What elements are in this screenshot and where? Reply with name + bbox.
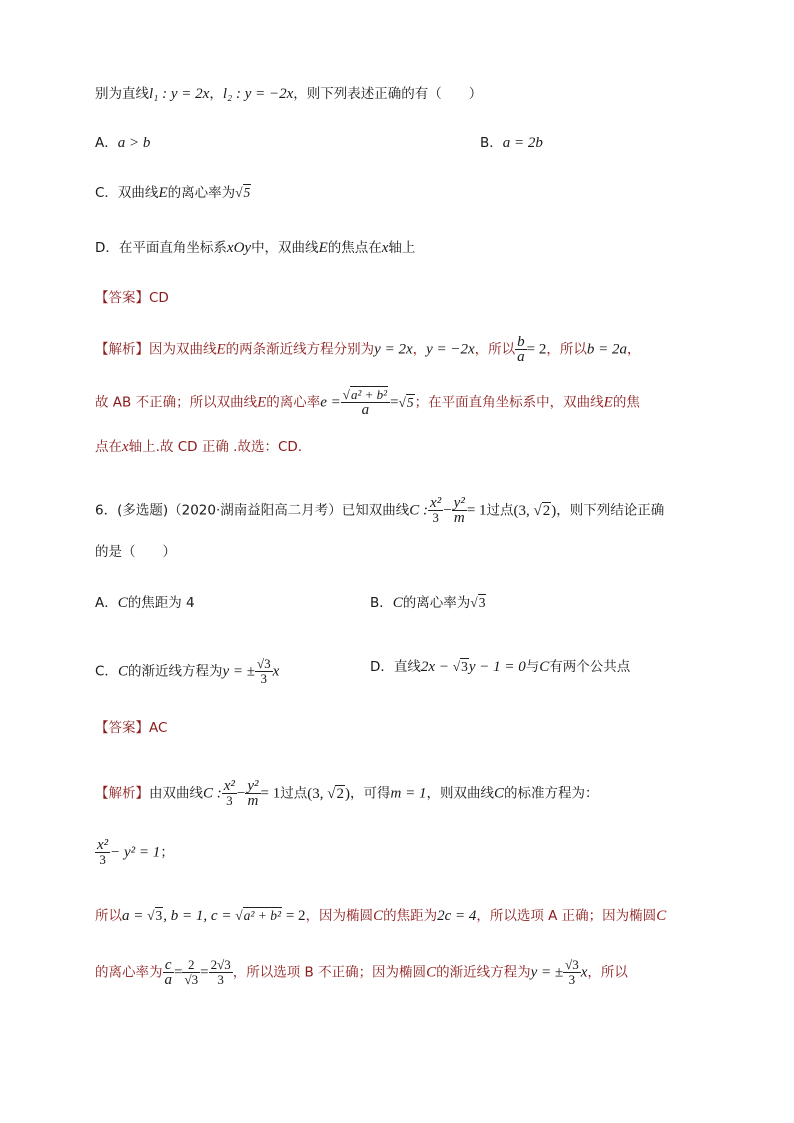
q6-option-c-label: C． [95,663,118,680]
q5-option-c [95,183,251,203]
q6-analysis-var: C [426,964,437,981]
sqrt-a2-plus-b2: √a² + b² [235,908,282,923]
q5-analysis-text: ；在平面直角坐标系中，双曲线 [414,394,604,411]
q5-option-d-label: D．在平面直角坐标系 [95,240,227,256]
fraction-sqrt3-over-3: $\frac{√3}{3}$ [565,957,579,987]
q5-option-b [480,133,543,153]
q6-analysis-var: C [493,785,504,802]
q5-analysis-var: E [216,341,226,358]
q5-analysis-text: ，所以 [546,341,587,358]
q6-stem-text: 6．(多选题)（2020·湖南益阳高二月考）已知双曲线 [95,502,410,519]
q6-analysis-point: (3, √2) [307,785,350,802]
q6-stem-op: = 1 [466,502,487,519]
intro-question: ，则下列表述正确的有（ ） [293,86,483,102]
q6-answer-label: 【答案】 [95,720,149,736]
q5-analysis-eq: = 2 [526,341,547,358]
q5-analysis-text: 点在 [95,439,122,455]
q6-analysis-var: C [656,908,667,924]
line-l2-equation: l₂ : y = −2x [222,86,294,102]
q6-analysis-text: 的离心率为 [95,964,163,981]
q6-analysis-eq: , b = 1, c = [163,908,236,924]
q6-option-d-var: C [539,659,550,675]
q6-option-d-end: 有两个公共点 [549,659,631,675]
q6-answer-value: AC [149,720,168,736]
q6-analysis-op: − [236,785,246,802]
q5-analysis-eq: y = 2x [374,341,413,358]
q6-stem-point: (3, √2) [513,502,557,519]
q5-option-d-text: 的焦点在 [327,240,382,256]
fraction-2-over-sqrt3: $\frac{2}{√3}$ [184,957,199,987]
fraction-x2-over-3: $\frac{\text{x²}}{3}$ [223,778,235,808]
q6-stem-line-1 [95,496,664,525]
q6-option-b-text: 的离心率为 [402,595,471,611]
q5-option-b-label: B． [480,135,503,151]
q5-analysis-var: E [257,394,267,411]
q6-option-d-eq: y − 1 = 0 [468,659,526,675]
q6-analysis-text: 的标准方程为： [503,785,599,802]
fraction-x2-over-3: $\frac{\text{x²}}{3}$ [97,837,109,867]
q6-option-a-var: C [117,595,128,611]
q5-analysis-text: 轴上.故 CD 正确 .故选：CD. [128,439,303,455]
q6-option-b-label: B． [370,595,393,611]
q5-analysis-eq: b = 2a [586,341,628,358]
q5-option-a-math: a > b [117,135,151,151]
q5-option-d-var2: E [318,240,328,256]
q5-option-a [95,133,150,153]
q6-analysis-line-3 [95,906,666,926]
q6-option-d-eq: 2x − [420,659,453,675]
q6-option-d [370,657,630,677]
q6-analysis-text: 的渐近线方程为 [436,964,531,981]
q6-stem-line-2 [95,542,176,562]
q5-option-d-var3: x [381,240,389,256]
fraction-y2-over-m: $\frac{\text{y²}}{m}$ [453,495,465,526]
q6-option-b [370,593,486,613]
q5-option-d [95,238,415,258]
q6-analysis-eq: y = ± [530,964,564,981]
q6-analysis-text: 所以 [95,908,122,924]
q5-analysis-text: 的焦 [612,394,640,411]
q6-analysis-eq: m = 1 [390,785,427,802]
q5-analysis-line-3 [95,437,302,457]
q6-analysis-text: 的焦距为 [383,908,438,924]
q6-option-c-x: x [272,663,280,680]
q6-analysis-eq: = 2 [282,908,306,924]
intro-line [95,84,482,104]
q6-option-a-label: A． [95,595,118,611]
q5-analysis-line-1 [95,335,641,364]
q5-option-d-end: 轴上 [388,240,416,256]
sqrt-3: √3 [147,908,163,923]
q5-analysis-text: ， [627,341,641,358]
q5-analysis-label: 【解析】 [95,341,149,358]
q6-option-a-text: 的焦距为 4 [127,595,195,611]
q6-stem-var: C : [409,502,429,519]
q6-analysis-op: = [174,964,183,981]
q6-option-d-text: 与 [525,659,540,675]
q6-analysis-text: ，可得 [349,785,391,802]
intro-sep: ， [209,86,223,102]
q5-analysis-text: ，所以 [474,341,516,358]
q6-option-b-var: C [392,595,403,611]
q5-option-a-label: A． [95,135,118,151]
q6-stem-text: 过点 [486,502,514,519]
fraction-sqrt3-over-3: $\frac{√3}{3}$ [256,656,271,686]
fraction-c-over-a: $\frac{c}{a}$ [164,957,172,988]
q6-analysis-eq: 2c = 4 [437,908,477,924]
q5-option-b-math: a = 2b [502,135,543,151]
q5-option-c-var: E [158,185,168,201]
sqrt-3: √3 [452,659,468,674]
q5-analysis-eq: e = [320,394,341,411]
q6-analysis-text: 过点 [280,785,308,802]
q6-option-d-label: D．直线 [370,659,421,675]
q6-analysis-text: ，则双曲线 [426,785,494,802]
q6-stem-text: ，则下列结论正确 [556,502,665,519]
fraction-x2-over-3: $\frac{\text{x²}}{3}$ [430,495,442,525]
q6-analysis-text: ，因为椭圆 [305,908,374,924]
q5-option-c-text: 的离心率为 [167,185,236,201]
q6-analysis-line-2 [95,838,174,867]
q5-answer-value: CD [149,290,169,306]
q6-analysis-op: = [200,964,209,981]
q6-analysis-x: x [580,964,588,981]
q6-analysis-op: = 1 [260,785,281,802]
q5-analysis-text: 的离心率 [266,394,321,411]
line-l1-equation: l₁ : y = 2x [149,86,210,102]
q6-option-c-eq: y = ± [222,663,255,680]
sqrt-5: √5 [235,185,251,200]
sqrt-3: √3 [470,595,486,610]
q5-analysis-text: 的两条渐近线方程分别为 [225,341,375,358]
q5-analysis-line-2 [95,388,640,417]
q6-analysis-label: 【解析】 [95,785,149,802]
q5-option-c-label: C．双曲线 [95,185,159,201]
q6-analysis-text: ，所以选项 A 正确；因为椭圆 [476,908,657,924]
q5-analysis-text: ， [412,341,427,358]
q6-stem-text: 的是（ ） [95,544,176,560]
q6-option-a [95,593,195,613]
q5-option-d-mid: 中，双曲线 [251,240,319,256]
q5-analysis-var: x [122,439,129,455]
q5-answer-label: 【答案】 [95,290,149,306]
q6-answer [95,718,167,738]
q5-analysis-eq: = [390,394,399,411]
q6-analysis-line-1 [95,779,598,808]
q6-analysis-text: ； [160,844,174,861]
q6-analysis-text: ，所以选项 B 不正确；因为椭圆 [232,964,427,981]
q6-analysis-var: C : [203,785,222,802]
fraction-y2-over-m: $\frac{\text{y²}}{m}$ [247,778,259,809]
q6-analysis-eq: − y² = 1 [110,844,161,861]
fraction-2sqrt3-over-3: $\frac{2√3}{3}$ [210,957,231,987]
q6-option-c-text: 的渐近线方程为 [127,663,223,680]
sqrt-5: √5 [398,394,414,410]
fraction-eccentricity: $\frac{\text{√a² + b²}}{a}$ [341,388,390,417]
q6-analysis-line-4 [95,958,628,987]
fraction-b-over-a: $\frac{b}{a}$ [517,334,525,365]
q6-analysis-text: ，所以 [587,964,628,981]
q5-option-d-var: xOy [226,240,252,256]
q6-analysis-eq: a = [122,908,148,924]
q5-answer [95,288,169,308]
q5-analysis-text: 因为双曲线 [149,341,217,358]
q5-analysis-eq: y = −2x [426,341,475,358]
q6-analysis-text: 由双曲线 [149,785,203,802]
q5-analysis-var: E [603,394,613,411]
q6-stem-op: − [443,502,452,519]
q5-analysis-text: 故 AB 不正确；所以双曲线 [95,394,258,411]
q6-option-c-var: C [117,663,128,680]
q6-analysis-var: C [373,908,384,924]
q6-option-c [95,657,279,686]
intro-text: 别为直线 [95,86,149,102]
